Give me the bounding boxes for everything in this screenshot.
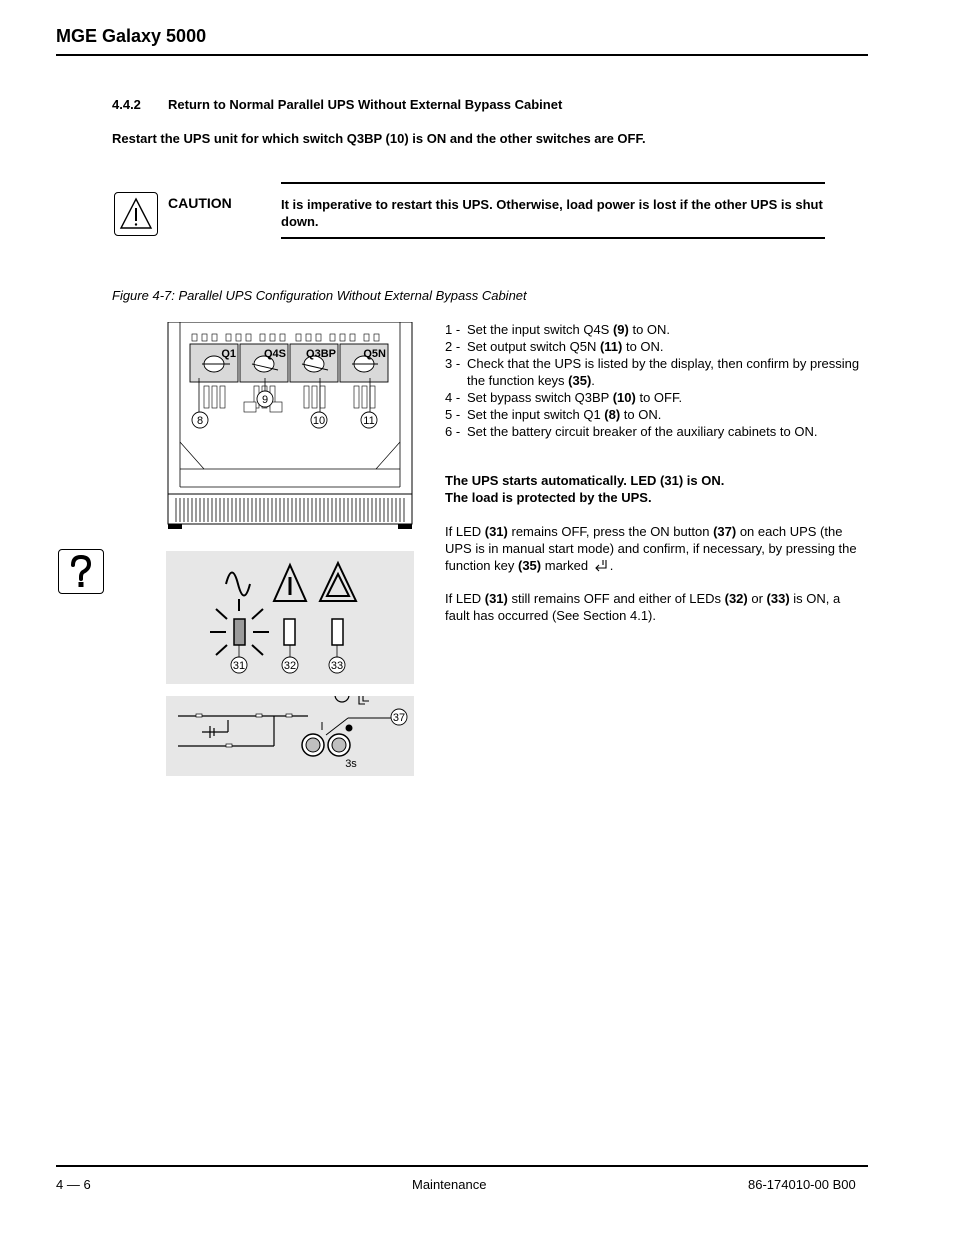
- callout-9: 9: [261, 394, 269, 406]
- page-number: 4 — 6: [56, 1177, 91, 1192]
- callout-37: 37: [392, 712, 406, 724]
- document-title: MGE Galaxy 5000: [56, 26, 207, 46]
- led-panel-diagram: [166, 551, 414, 684]
- question-mark-icon: [58, 549, 104, 594]
- callout-32: 32: [283, 660, 297, 672]
- figure-caption: Figure 4-7: Parallel UPS Configuration Without External Bypass Cabinet: [112, 288, 527, 303]
- switch-label: Q4S: [263, 348, 286, 360]
- section-number: 4.4.2: [112, 97, 141, 112]
- procedure-step: 6 - Set the battery circuit breaker of the auxiliary cabinets to ON.: [445, 424, 818, 439]
- procedure-step: 4 - Set bypass switch Q3BP (10) to OFF.: [445, 390, 683, 405]
- chapter-name: Maintenance: [412, 1177, 487, 1192]
- document-id: 86-174010-00 B00: [748, 1177, 856, 1192]
- callout-31: 31: [232, 660, 246, 672]
- header-rule: [56, 54, 868, 56]
- fault-instruction: If LED (31) still remains OFF and either of LEDs (32) or (33) is ON, a fault has occurred (See Section 4.1).: [445, 591, 841, 623]
- callout-10: 10: [312, 415, 326, 427]
- callout-33: 33: [330, 660, 344, 672]
- ups-cabinet-diagram: [166, 322, 414, 530]
- caution-text: It is imperative to restart this UPS. Otherwise, load power is lost if the other UPS is shut down.: [281, 197, 823, 229]
- section-title: Return to Normal Parallel UPS Without External Bypass Cabinet: [168, 97, 563, 112]
- switch-label: Q5N: [363, 348, 386, 360]
- callout-11: 11: [363, 415, 375, 427]
- callout-8: 8: [196, 415, 204, 427]
- procedure-step: 5 - Set the input switch Q1 (8) to ON.: [445, 407, 662, 422]
- caution-rule-bottom: [281, 237, 825, 239]
- procedure-step: 2 - Set output switch Q5N (11) to ON.: [445, 339, 664, 354]
- section-intro: Restart the UPS unit for which switch Q3BP (10) is ON and the other switches are OFF.: [112, 131, 646, 146]
- led-off-instruction: If LED (31) remains OFF, press the ON button (37) on each UPS (the UPS is in manual start mode) and confirm, if necessary, by pressing the function key (35) marked .: [445, 524, 857, 573]
- hold-duration-label: 3s: [345, 758, 357, 770]
- on-button-panel-diagram: [166, 696, 414, 776]
- footer-rule: [56, 1165, 868, 1167]
- procedure-steps: [445, 321, 865, 440]
- caution-label: CAUTION: [168, 195, 232, 211]
- warning-icon: [114, 192, 158, 236]
- procedure-step: 1 - Set the input switch Q4S (9) to ON.: [445, 322, 671, 337]
- result-text: [445, 472, 724, 506]
- switch-label: Q1: [221, 348, 236, 360]
- enter-key-icon: [592, 559, 610, 573]
- caution-rule-top: [281, 182, 825, 184]
- result-line: The load is protected by the UPS.: [445, 490, 652, 505]
- switch-label: Q3BP: [306, 348, 336, 360]
- procedure-step: 3 - Check that the UPS is listed by the display, then confirm by pressing the function keys (35).: [445, 356, 860, 388]
- result-line: The UPS starts automatically. LED (31) is ON.: [445, 473, 725, 488]
